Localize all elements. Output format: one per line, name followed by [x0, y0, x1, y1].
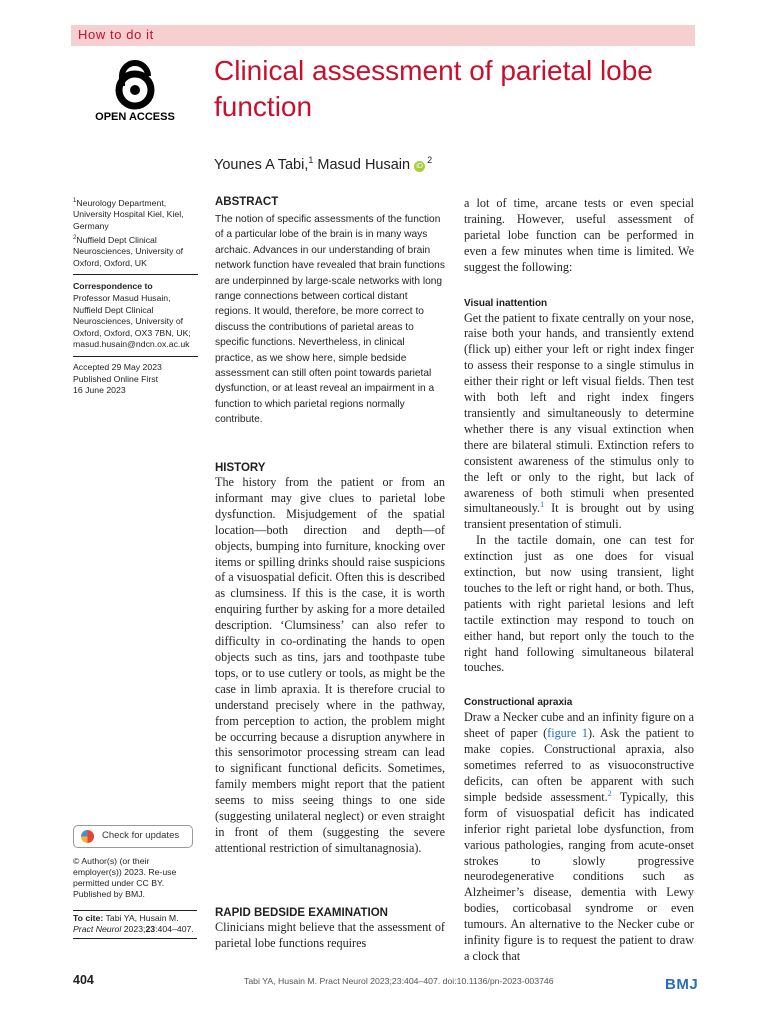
visual-inattention-text: Get the patient to fixate centrally on your nose, raise both your hands, and transiently extend (flick up) either your left or right index finger to assess their response to a single stimulus in either their right or left visual fields. Then test with both left and right index fingers transiently and simultaneously to determine whether there is any visual extinction when there are bilateral stimuli. Extinction refers to consistent awareness of the stimulus only to the left or only to the right, but lack of awareness of both stimuli when presented simultaneously.$^1$ It is brought out by using transient presentation of stimuli. — [464, 310, 694, 532]
check-for-updates-button[interactable] — [73, 825, 193, 848]
right-column — [464, 196, 694, 965]
constructional-apraxia-text: Draw a Necker cube and an infinity figure on a sheet of paper (figure 1). Ask the patient to make copies. Constructional apraxia, also sometimes referred to as visuoconstructive deficits, can often be apparent with such simple bedside assessment.$^2$ Typically, this form of visuospatial deficit has indicated inferior right parietal lobe dysfunction, from various pathologies, ranging from acute-onset strokes to slowly progressive neurodegenerative conditions such as Alzheimer’s disease, dementia with Lewy bodies, corticobasal syndrome or even tumours. An alternative to the Necker cube or infinity figure is to request the patient to draw a clock that — [464, 710, 694, 963]
author-name: Masud Husain — [317, 156, 411, 173]
reference-link[interactable]: 1 — [540, 500, 545, 510]
open-access-label: OPEN ACCESS — [95, 111, 175, 122]
divider — [73, 274, 198, 275]
author-name: Younes A Tabi, — [214, 156, 309, 173]
rapid-exam-text: Clinicians might believe that the assessment of parietal lobe functions requires — [215, 920, 445, 950]
history-text: The history from the patient or from an informant may give clues to parietal lobe dysfunction. Misjudgement of the spatial location—both direction and depth—of objects, bumping into furniture, knocking over items or spilling drinks should raise suspicions of a visuospatial deficit. Often this is described as clumsiness. If this is the case, it is worth enquiring further by asking for a more detailed description. ‘Clumsiness’ can also refer to difficulty in co-ordinating the hands to open objects such as tins, jars and toothpaste tube tops, or to use cutlery or tools, as might be the case in limb apraxia. It is therefore crucial to understand precisely where in the pathway, from perception to action, the problem might be occurring because a disruption anywhere in this sensorimotor processing stream can lead to significant functional deficits. Sometimes, family members might report that the patient seems to miss seeing things to one side (suggesting unilateral neglect) or even straight in front of them (suggesting the severe attentional restriction of simultanagnosia). — [215, 475, 445, 855]
constructional-apraxia-heading: Constructional apraxia — [464, 697, 573, 709]
history-section — [215, 461, 445, 857]
rapid-exam-heading: RAPID BEDSIDE EXAMINATION — [215, 907, 388, 919]
visual-inattention-heading: Visual inattention — [464, 297, 548, 309]
history-heading: HISTORY — [215, 462, 266, 474]
crossmark-icon — [81, 830, 94, 843]
author-list — [214, 155, 432, 173]
rapid-exam-section — [215, 906, 445, 952]
abstract-text: The notion of specific assessments of the function of a particular lobe of the brain is in many ways archaic. Advances in our understanding of brain network function have revealed that brain functions are underpinned by large-scale networks with long range connections between cortical distant regions. It would, therefore, be more correct to discuss the contributions of parietal areas to specific functions. Nevertheless, in clinical practice, as we show here, simple bedside assessment can still often point towards parietal dysfunction, or at least reveal an impairment in a function to which parietal regions normally contribute. — [215, 214, 445, 426]
published-date: 16 June 2023 — [73, 385, 126, 396]
footer-citation: Tabi YA, Husain M. Pract Neurol 2023;23:404–407. doi:10.1136/pn-2023-003746 — [244, 976, 554, 986]
correspondence-details: Professor Masud Husain, Nuffield Dept Clinical Neurosciences, University of Oxford, Oxford, OX3 7BN, UK; masud.husain@ndcn.ox.ac.uk — [73, 292, 191, 350]
affiliation-2: $^2$Nuffield Dept Clinical Neurosciences, University of Oxford, Oxford, UK — [73, 234, 184, 268]
affiliation-1: $^1$Neurology Department, University Hospital Kiel, Kiel, Germany — [73, 197, 184, 232]
section-banner — [71, 25, 695, 46]
license-note: © Author(s) (or their employer(s)) 2023. Re-use permitted under CC BY. Published by BMJ. — [73, 856, 177, 899]
section-label: How to do it — [78, 27, 154, 42]
abstract-section — [215, 196, 445, 428]
open-access-icon — [93, 56, 177, 122]
intro-text: a lot of time, arcane tests or even special training. However, useful assessment of parietal lobe function can be performed in even a few minutes when time is limited. We suggest the following: — [464, 196, 694, 274]
citation-box: To cite: Tabi YA, Husain M. Pract Neurol 2023;23:404–407. — [73, 910, 197, 939]
check-updates-label: Check for updates — [102, 830, 180, 841]
article-title: Clinical assessment of parietal lobe function — [214, 55, 653, 122]
accepted-date: Accepted 29 May 2023 — [73, 361, 162, 372]
page-number: 404 — [73, 973, 94, 987]
published-label: Published Online First — [73, 373, 158, 384]
divider — [73, 356, 198, 357]
correspondence-heading: Correspondence to — [73, 281, 153, 292]
orcid-icon[interactable]: iD — [414, 161, 425, 172]
bmj-logo: BMJ — [665, 976, 699, 993]
tactile-extinction-text: In the tactile domain, one can test for extinction just as one does for visual extinction, but now using transient, light touches to the left or right hand, or both. Thus, patients with right parietal lesions and left tactile extinction may respond to touch on either hand, but report only the touch to the right hand following simultaneous bilateral touches. — [464, 533, 694, 675]
figure-link[interactable]: figure 1 — [547, 726, 588, 741]
affiliation-marker: 1 — [308, 155, 314, 165]
article-sidebar — [73, 196, 198, 397]
abstract-heading: ABSTRACT — [215, 196, 279, 208]
reference-link[interactable]: 2 — [607, 788, 612, 798]
affiliation-marker: 2 — [427, 155, 433, 165]
